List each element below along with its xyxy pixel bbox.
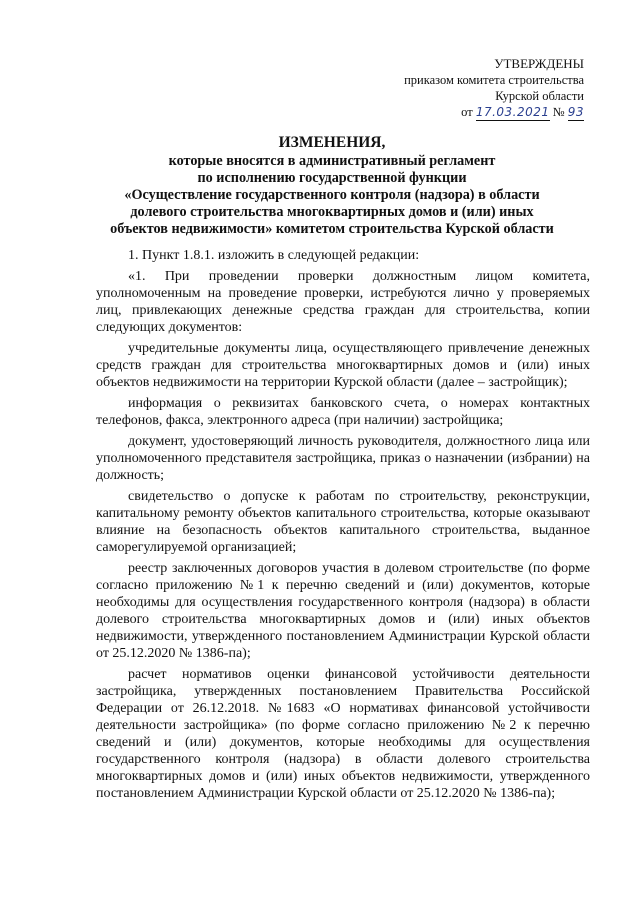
- approval-region-line: Курской области: [495, 89, 584, 103]
- body-paragraph: «1. При проведении проверки должностным лицом комитета, уполномоченным на проведение проверки, истребуются лично у проверяемых лиц, привлекающих денежные средства граждан для строительства, копии следующих документов:: [96, 269, 590, 335]
- title-line: по исполнению государственной функции: [197, 170, 467, 186]
- body-paragraph: учредительные документы лица, осуществляющего привлечение денежных средств граждан для строительства многоквартирных домов и (или) иных объектов недвижимости на территории Курской области (далее – застройщик);: [96, 341, 590, 390]
- approval-heading: УТВЕРЖДЕНЫ: [494, 56, 584, 71]
- number-field: [568, 104, 584, 121]
- document-body: [96, 247, 590, 806]
- handwritten-number: 93: [567, 105, 584, 119]
- body-paragraph: документ, удостоверяющий личность руководителя, должностного лица или уполномоченного представителя застройщика, приказ о назначении (избрании) на должность;: [96, 434, 590, 483]
- approval-stamp: [324, 56, 584, 121]
- date-field: [476, 104, 550, 121]
- from-label: от: [461, 105, 473, 119]
- title-line: «Осуществление государственного контроля (надзора) в области: [124, 187, 540, 203]
- title-line: которые вносятся в административный регламент: [168, 153, 496, 169]
- handwritten-date: 17.03.2021: [475, 105, 550, 119]
- body-paragraph: информация о реквизитах банковского счета, о номерах контактных телефонов, факса, электронного адреса (при наличии) застройщика;: [96, 396, 590, 428]
- number-label: №: [552, 105, 565, 119]
- title-line: объектов недвижимости» комитетом строительства Курской области: [110, 221, 554, 237]
- title-line: долевого строительства многоквартирных домов и (или) иных: [130, 204, 534, 220]
- body-paragraph: 1. Пункт 1.8.1. изложить в следующей редакции:: [128, 248, 420, 263]
- document-title: [74, 134, 590, 238]
- body-paragraph: реестр заключенных договоров участия в долевом строительстве (по форме согласно приложению №1 к перечню сведений и (или) документов, которые необходимы для осуществления государственного контроля (надзора) в области долевого строительства многоквартирных домов и (или) иных объектов недвижимости, утвержденного постановлением Администрации Курской области от 25.12.2020 № 1386-па);: [96, 561, 590, 661]
- approval-order-line: приказом комитета строительства: [404, 73, 584, 87]
- title-main: ИЗМЕНЕНИЯ,: [278, 134, 386, 151]
- approval-date-number-line: [324, 104, 584, 121]
- body-paragraph: свидетельство о допуске к работам по строительству, реконструкции, капитальному ремонту объектов капитального строительства, которые оказывают влияние на безопасность объектов капитального строительства, выданное саморегулируемой организацией;: [96, 489, 590, 555]
- body-paragraph: расчет нормативов оценки финансовой устойчивости деятельности застройщика, утвержденных постановлением Правительства Российской Федерации от 26.12.2018. №1683 «О нормативах финансовой устойчивости деятельности застройщика» (по форме согласно приложению №2 к перечню сведений и (или) документов, которые необходимы для осуществления государственного контроля (надзора) в области долевого строительства многоквартирных домов и (или) иных объектов недвижимости, утвержденного постановлением Администрации Курской области от 25.12.2020 № 1386-па);: [96, 667, 590, 801]
